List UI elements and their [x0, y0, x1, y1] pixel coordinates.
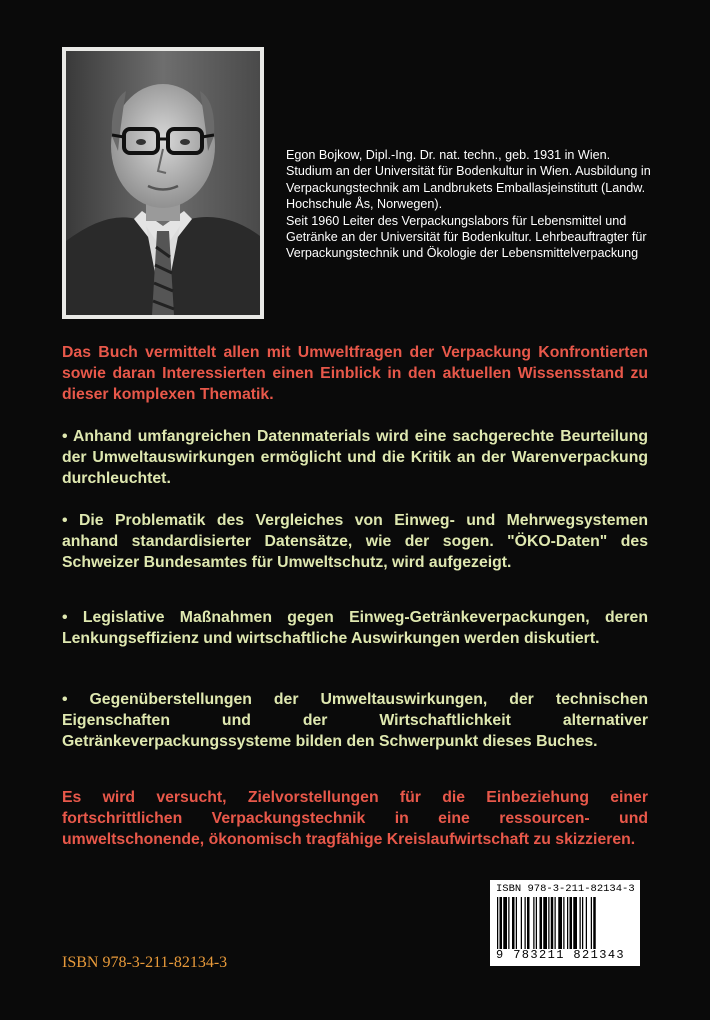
barcode-bar [516, 897, 517, 949]
barcode-bar [508, 897, 509, 949]
author-photo [62, 47, 264, 319]
barcode-bar [540, 897, 543, 949]
author-bio [286, 147, 656, 262]
barcode-bar [570, 897, 573, 949]
barcode-bar [555, 897, 556, 949]
barcode-isbn-label: ISBN 978-3-211-82134-3 [496, 883, 635, 895]
barcode-bar [591, 897, 592, 949]
barcode-bar [503, 897, 507, 949]
barcode-bar [558, 897, 562, 949]
bio-line: Egon Bojkow, Dipl.-Ing. Dr. nat. techn., geb. 1931 in Wien. [286, 148, 611, 162]
bio-line: Seit 1960 Leiter des Verpackungslabors für Lebensmittel und Getränke an der Universität für Bodenkultur. Lehrbeauftragter für Verpackungstechnik und Ökologie der Lebensmittelverpackung [286, 213, 647, 261]
intro-paragraph: Das Buch vermittelt allen mit Umweltfragen der Verpackung Konfrontierten sowie daran Interessierten einen Einblick in den aktuellen Wissensstand zu dieser komplexen Thematik. [62, 344, 648, 403]
barcode-bar [582, 897, 583, 949]
barcode-digits: 9 783211 821343 [496, 948, 626, 962]
barcode-bar [563, 897, 564, 949]
barcode-bar [521, 897, 522, 949]
barcode-bar [525, 897, 526, 949]
barcode-bar [536, 897, 537, 949]
barcode-bar [500, 897, 503, 949]
bullet-item: • Anhand umfangreichen Datenmaterials wird eine sachgerechte Beurteilung der Umweltauswirkungen ermöglicht und die Kritik an der Warenverpackung durchleuchtet. [62, 428, 648, 487]
barcode-bar [497, 897, 498, 949]
barcode-bar [573, 897, 577, 949]
bio-line: Studium an der Universität für Bodenkultur in Wien. Ausbildung in Verpackungstechnik am Landbrukets Emballasjeinstitutt (Landw. Hochschule Ås, Norwegen). [286, 164, 651, 212]
footer-isbn: ISBN 978-3-211-82134-3 [62, 954, 228, 971]
barcode-bar [543, 897, 547, 949]
barcode [490, 880, 640, 966]
closing-paragraph: Es wird versucht, Zielvorstellungen für die Einbeziehung einer fortschrittlichen Verpackungstechnik in eine ressourcen- und umweltschonende, ökonomisch tragfähige Kreislaufwirtschaft zu skizzieren. [62, 789, 648, 848]
barcode-bar [580, 897, 581, 949]
barcode-bar [567, 897, 568, 949]
barcode-bars-icon [496, 897, 634, 949]
barcode-bar [586, 897, 587, 949]
barcode-bar [527, 897, 530, 949]
barcode-bar [512, 897, 515, 949]
portrait-icon [66, 51, 260, 315]
bullet-item: • Gegenüberstellungen der Umweltauswirkungen, der technischen Eigenschaften und der Wirtschaftlichkeit alternativer Getränkeverpackungssysteme bilden den Schwerpunkt dieses Buches. [62, 691, 648, 750]
bullet-item: • Legislative Maßnahmen gegen Einweg-Getränkeverpackungen, deren Lenkungseffizienz und wirtschaftliche Auswirkungen werden diskutiert. [62, 609, 648, 647]
barcode-bar [551, 897, 554, 949]
barcode-bar [533, 897, 534, 949]
bullet-item: • Die Problematik des Vergleiches von Einweg- und Mehrwegsystemen anhand standardisierter Datensätze, wie der sogen. "ÖKO-Daten" des Schweizer Bundesamtes für Umweltschutz, wird aufgezeigt. [62, 512, 648, 571]
barcode-bar [593, 897, 596, 949]
barcode-bar [548, 897, 549, 949]
